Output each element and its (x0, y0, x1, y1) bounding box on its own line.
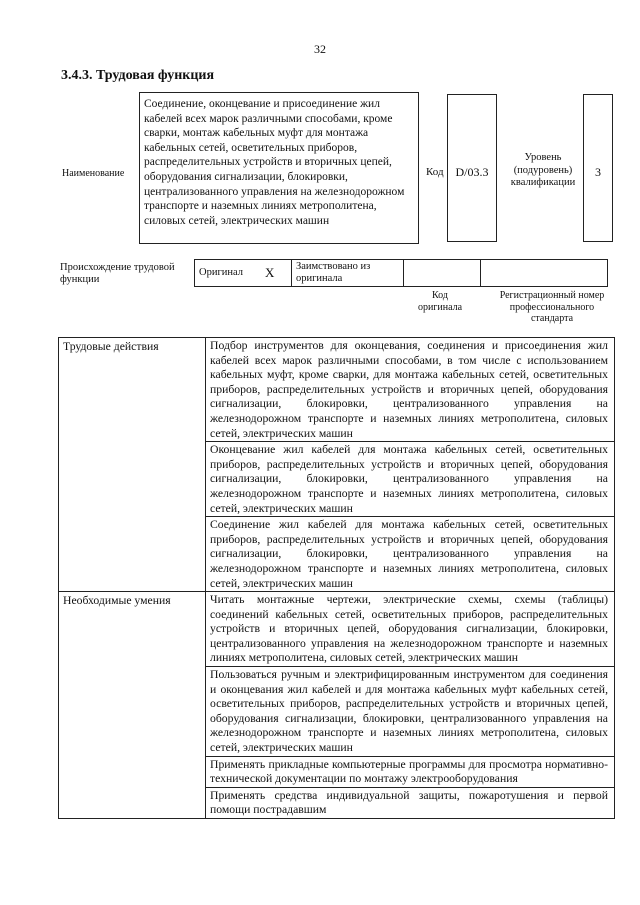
level-value: 3 (583, 94, 613, 242)
original-label: Оригинал (195, 260, 262, 287)
origin-table (194, 259, 608, 287)
list-item: Пользоваться ручным и электрифицированным инструментом для соединения и оконцевания жил кабелей и для монтажа кабельных муфт кабельных сетей, осветительных приборов, распределительных устройств и вторичных цепей, оборудования сигнализации, блокировки, централизованного управления на железнодорожном транспорте и наземных линиях метрополитена, силовых сетей, электрических машин (206, 667, 615, 757)
original-mark: X (261, 260, 292, 287)
borrowed-label: Заимствовано из оригинала (292, 260, 404, 287)
origin-label: Происхождение трудовой функции (60, 262, 175, 285)
reg-number-label: Регистрационный номер профессионального стандарта (499, 290, 605, 324)
reg-number-cell (481, 260, 608, 287)
function-details-table (58, 337, 615, 819)
list-item: Применять средства индивидуальной защиты, пожаротушения и первой помощи пострадавшим (206, 787, 615, 818)
list-item: Соединение жил кабелей для монтажа кабельных сетей, осветительных приборов, распределительных устройств и вторичных цепей, оборудования сигнализации, блокировки, централизованного управления на железнодорожном транспорте и наземных линиях метрополитена, силовых сетей, электрических машин (206, 517, 615, 592)
code-label: Код (426, 166, 444, 178)
function-name-box: Соединение, оконцевание и присоединение жил кабелей всех марок различными способами, кроме сварки, монтаж кабельных муфт для монтажа кабельных сетей, осветительных приборов, распределительных устройств и вторичных цепей, оборудования сигнализации, блокировки, централизованного управления на железнодорожном транспорте и наземных линиях метрополитена, силовых сетей, электрических машин (139, 92, 419, 244)
list-item: Оконцевание жил кабелей для монтажа кабельных сетей, осветительных приборов, распределительных устройств и вторичных цепей, оборудования сигнализации, блокировки, централизованного управления на железнодорожном транспорте и наземных линиях метрополитена, силовых сетей, электрических машин (206, 442, 615, 517)
section-title-actions: Трудовые действия (59, 338, 206, 592)
table-row (59, 592, 615, 667)
list-item: Читать монтажные чертежи, электрические схемы, схемы (таблицы) соединений кабельных сетей, осветительных приборов, распределительных устройств и вторичных цепей, оборудования сигнализации, блокировки, централизованного управления на железнодорожном транспорте и наземных линиях метрополитена, силовых сетей, электрических машин (206, 592, 615, 667)
list-item: Применять прикладные компьютерные программы для просмотра нормативно-технической документации по монтажу электрооборудования (206, 756, 615, 787)
section-title: 3.4.3. Трудовая функция (61, 68, 215, 83)
section-title-skills: Необходимые умения (59, 592, 206, 819)
code-original-cell (404, 260, 481, 287)
table-row (59, 338, 615, 442)
name-label: Наименование (62, 168, 125, 179)
page-number: 32 (314, 42, 326, 56)
level-label: Уровень (подуровень) квалификации (510, 152, 576, 188)
code-original-label: Код оригинала (417, 290, 463, 313)
list-item: Подбор инструментов для оконцевания, соединения и присоединения жил кабелей всех марок различными способами, в том числе с использованием кабельных муфт, кроме сварки, для монтажа кабельных сетей, осветительных приборов, распределительных устройств и вторичных цепей, оборудования сигнализации, блокировки, централизованного управления на железнодорожном транспорте и наземных линиях метрополитена, силовых сетей, электрических машин (206, 338, 615, 442)
code-value: D/03.3 (447, 94, 497, 242)
